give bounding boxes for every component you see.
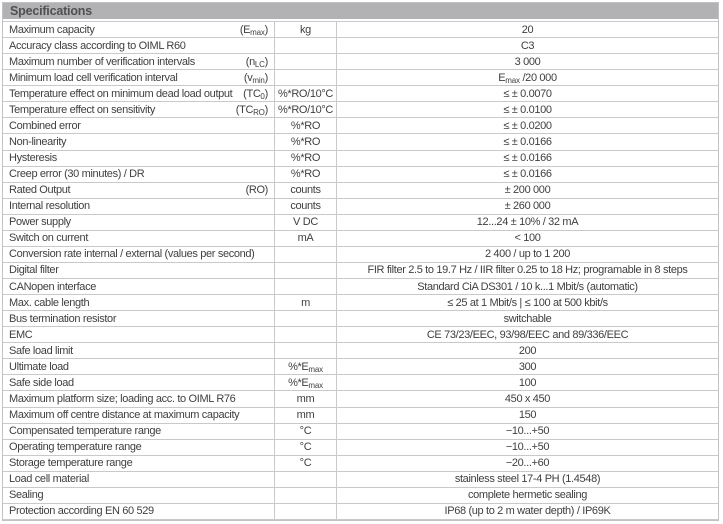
value-cell: [337, 151, 718, 166]
parameter-cell: [3, 279, 275, 294]
spec-label: Maximum platform size; loading acc. to OIML R76: [9, 392, 236, 405]
unit-cell: [275, 215, 337, 230]
spec-value: −10...+50: [505, 425, 550, 438]
parameter-cell: [3, 472, 275, 487]
spec-label: Storage temperature range: [9, 457, 133, 470]
spec-unit: %*RO: [290, 119, 321, 132]
unit-cell: [275, 54, 337, 69]
spec-label: Compensated temperature range: [9, 425, 161, 438]
spec-value: ≤ 25 at 1 Mbit/s | ≤ 100 at 500 kbit/s: [447, 296, 608, 309]
unit-cell: [275, 472, 337, 487]
table-row: [3, 342, 718, 358]
spec-label: Rated Output: [9, 184, 71, 197]
unit-cell: [275, 375, 337, 390]
spec-value: ≤ ± 0.0166: [503, 135, 552, 148]
unit-cell: [275, 22, 337, 37]
table-row: [3, 21, 718, 37]
unit-cell: [275, 247, 337, 262]
parameter-cell: [3, 343, 275, 358]
value-cell: [337, 118, 718, 133]
unit-cell: [275, 408, 337, 423]
value-cell: [337, 199, 718, 214]
unit-cell: [275, 102, 337, 117]
parameter-cell: [3, 488, 275, 503]
section-header: [3, 3, 718, 19]
spec-label: Power supply: [9, 216, 71, 229]
value-cell: [337, 408, 718, 423]
spec-label: Operating temperature range: [9, 441, 142, 454]
parameter-cell: [3, 263, 275, 278]
spec-value: ≤ ± 0.0100: [503, 103, 552, 116]
value-cell: [337, 183, 718, 198]
table-row: [3, 117, 718, 133]
value-cell: [337, 504, 718, 519]
spec-unit: mm: [296, 392, 315, 405]
spec-label: Combined error: [9, 119, 81, 132]
unit-cell: [275, 391, 337, 406]
spec-value: −10...+50: [505, 441, 550, 454]
unit-cell: [275, 440, 337, 455]
spec-label: Hysteresis: [9, 152, 57, 165]
spec-unit: m: [301, 296, 310, 309]
spec-value: CE 73/23/EEC, 93/98/EEC and 89/336/EEC: [426, 328, 629, 341]
value-cell: [337, 167, 718, 182]
spec-value: $E_{max}$ /20 000: [498, 71, 557, 85]
spec-label: Creep error (30 minutes) / DR: [9, 168, 145, 181]
spec-unit: mm: [296, 409, 315, 422]
spec-label: Bus termination resistor: [9, 312, 117, 325]
table-row: [3, 294, 718, 310]
spec-label: Maximum capacity: [9, 23, 95, 36]
spec-unit: %*RO/10°C: [277, 103, 334, 116]
value-cell: [337, 102, 718, 117]
spec-label: Max. cable length: [9, 296, 90, 309]
spec-unit: $\%*E_{max}$: [288, 360, 323, 374]
table-row: [3, 471, 718, 487]
value-cell: [337, 295, 718, 310]
spec-table-frame: [2, 2, 719, 521]
table-row: [3, 278, 718, 294]
parameter-cell: [3, 151, 275, 166]
unit-cell: [275, 151, 337, 166]
parameter-cell: [3, 134, 275, 149]
parameter-cell: [3, 327, 275, 342]
spec-symbol: $(n_{LC})$: [245, 55, 268, 69]
spec-unit: kg: [300, 23, 311, 36]
parameter-cell: [3, 54, 275, 69]
value-cell: [337, 38, 718, 53]
spec-unit: %*RO/10°C: [277, 87, 334, 100]
spec-value: ≤ ± 0.0166: [503, 168, 552, 181]
table-row: [3, 246, 718, 262]
unit-cell: [275, 183, 337, 198]
spec-value: 450 x 450: [504, 392, 551, 405]
spec-unit: counts: [290, 200, 321, 213]
value-cell: [337, 343, 718, 358]
spec-label: Maximum off centre distance at maximum capacity: [9, 409, 240, 422]
spec-label: Non-linearity: [9, 135, 67, 148]
spec-value: < 100: [514, 232, 541, 245]
spec-table: [3, 21, 718, 520]
unit-cell: [275, 199, 337, 214]
spec-unit: V DC: [293, 216, 318, 229]
spec-symbol: (RO): [245, 184, 268, 197]
table-row: [3, 230, 718, 246]
parameter-cell: [3, 359, 275, 374]
table-row: [3, 439, 718, 455]
unit-cell: [275, 311, 337, 326]
spec-unit: %*RO: [290, 135, 321, 148]
table-row: [3, 310, 718, 326]
spec-value: C3: [520, 39, 535, 52]
spec-value: −20...+60: [505, 457, 550, 470]
spec-unit: °C: [299, 425, 312, 438]
value-cell: [337, 440, 718, 455]
unit-cell: [275, 504, 337, 519]
value-cell: [337, 54, 718, 69]
spec-value: complete hermetic sealing: [467, 489, 588, 502]
value-cell: [337, 279, 718, 294]
parameter-cell: [3, 504, 275, 519]
table-row: [3, 503, 718, 520]
unit-cell: [275, 359, 337, 374]
value-cell: [337, 134, 718, 149]
value-cell: [337, 488, 718, 503]
unit-cell: [275, 70, 337, 85]
spec-value: stainless steel 17-4 PH (1.4548): [454, 473, 601, 486]
table-row: [3, 166, 718, 182]
parameter-cell: [3, 118, 275, 133]
value-cell: [337, 215, 718, 230]
spec-unit: %*RO: [290, 168, 321, 181]
spec-label: CANopen interface: [9, 280, 96, 293]
spec-label: Accuracy class according to OIML R60: [9, 39, 186, 52]
spec-unit: %*RO: [290, 152, 321, 165]
spec-unit: counts: [290, 184, 321, 197]
value-cell: [337, 86, 718, 101]
parameter-cell: [3, 408, 275, 423]
spec-label: Minimum load cell verification interval: [9, 71, 178, 84]
spec-label: Safe side load: [9, 376, 74, 389]
unit-cell: [275, 118, 337, 133]
spec-label: Temperature effect on sensitivity: [9, 103, 155, 116]
parameter-cell: [3, 375, 275, 390]
spec-symbol: $(v_{min})$: [243, 71, 268, 85]
spec-label: Internal resolution: [9, 200, 90, 213]
unit-cell: [275, 456, 337, 471]
parameter-cell: [3, 295, 275, 310]
table-row: [3, 85, 718, 101]
parameter-cell: [3, 22, 275, 37]
value-cell: [337, 70, 718, 85]
spec-label: Ultimate load: [9, 360, 69, 373]
spec-value: switchable: [503, 312, 552, 325]
spec-value: ± 260 000: [504, 200, 551, 213]
parameter-cell: [3, 231, 275, 246]
table-row: [3, 150, 718, 166]
spec-label: EMC: [9, 328, 33, 341]
value-cell: [337, 456, 718, 471]
spec-value: 20: [521, 23, 534, 36]
spec-value: 3 000: [514, 55, 541, 68]
spec-symbol: $(TC_{RO})$: [235, 103, 268, 117]
spec-value: IP68 (up to 2 m water depth) / IP69K: [444, 505, 611, 518]
parameter-cell: [3, 183, 275, 198]
unit-cell: [275, 343, 337, 358]
unit-cell: [275, 86, 337, 101]
parameter-cell: [3, 440, 275, 455]
spec-label: Maximum number of verification intervals: [9, 55, 195, 68]
value-cell: [337, 359, 718, 374]
value-cell: [337, 391, 718, 406]
spec-unit: °C: [299, 457, 312, 470]
spec-symbol: $(TC_0)$: [243, 87, 268, 101]
unit-cell: [275, 488, 337, 503]
table-row: [3, 182, 718, 198]
value-cell: [337, 247, 718, 262]
parameter-cell: [3, 167, 275, 182]
table-row: [3, 262, 718, 278]
table-row: [3, 390, 718, 406]
spec-value: 150: [518, 409, 537, 422]
spec-value: ± 200 000: [504, 184, 551, 197]
unit-cell: [275, 263, 337, 278]
parameter-cell: [3, 199, 275, 214]
spec-label: Sealing: [9, 489, 44, 502]
value-cell: [337, 263, 718, 278]
value-cell: [337, 311, 718, 326]
table-row: [3, 214, 718, 230]
table-row: [3, 358, 718, 374]
table-row: [3, 326, 718, 342]
spec-value: ≤ ± 0.0166: [503, 152, 552, 165]
value-cell: [337, 472, 718, 487]
parameter-cell: [3, 86, 275, 101]
spec-value: 2 400 / up to 1 200: [484, 248, 571, 261]
spec-value: Standard CiA DS301 / 10 k...1 Mbit/s (automatic): [417, 280, 638, 293]
unit-cell: [275, 424, 337, 439]
table-row: [3, 407, 718, 423]
value-cell: [337, 231, 718, 246]
parameter-cell: [3, 424, 275, 439]
spec-symbol: $(E_{max})$: [239, 23, 268, 37]
parameter-cell: [3, 391, 275, 406]
spec-label: Conversion rate internal / external (values per second): [9, 248, 255, 261]
spec-label: Load cell material: [9, 473, 89, 486]
unit-cell: [275, 295, 337, 310]
spec-value: 100: [518, 376, 537, 389]
parameter-cell: [3, 38, 275, 53]
parameter-cell: [3, 247, 275, 262]
parameter-cell: [3, 456, 275, 471]
table-row: [3, 101, 718, 117]
spec-value: 300: [518, 360, 537, 373]
spec-label: Protection according EN 60 529: [9, 505, 154, 518]
spec-unit: $\%*E_{max}$: [288, 376, 323, 390]
spec-value: ≤ ± 0.0200: [503, 119, 552, 132]
value-cell: [337, 375, 718, 390]
table-row: [3, 198, 718, 214]
spec-unit: mA: [297, 232, 314, 245]
unit-cell: [275, 134, 337, 149]
table-row: [3, 487, 718, 503]
spec-value: 200: [518, 344, 537, 357]
value-cell: [337, 327, 718, 342]
parameter-cell: [3, 102, 275, 117]
table-row: [3, 374, 718, 390]
unit-cell: [275, 167, 337, 182]
value-cell: [337, 424, 718, 439]
spec-value: 12...24 ± 10% / 32 mA: [476, 216, 579, 229]
table-row: [3, 37, 718, 53]
table-row: [3, 133, 718, 149]
spec-value: ≤ ± 0.0070: [503, 87, 552, 100]
unit-cell: [275, 231, 337, 246]
parameter-cell: [3, 70, 275, 85]
table-row: [3, 53, 718, 69]
table-row: [3, 69, 718, 85]
spec-label: Switch on current: [9, 232, 89, 245]
unit-cell: [275, 327, 337, 342]
value-cell: [337, 22, 718, 37]
spec-label: Digital filter: [9, 264, 59, 277]
table-row: [3, 455, 718, 471]
spec-label: Safe load limit: [9, 344, 73, 357]
unit-cell: [275, 279, 337, 294]
parameter-cell: [3, 311, 275, 326]
spec-unit: °C: [299, 441, 312, 454]
spec-value: FIR filter 2.5 to 19.7 Hz / IIR filter 0.25 to 18 Hz; programable in 8 steps: [367, 264, 688, 277]
table-row: [3, 423, 718, 439]
parameter-cell: [3, 215, 275, 230]
unit-cell: [275, 38, 337, 53]
spec-label: Temperature effect on minimum dead load output: [9, 87, 233, 100]
section-title: Specifications: [10, 4, 92, 18]
